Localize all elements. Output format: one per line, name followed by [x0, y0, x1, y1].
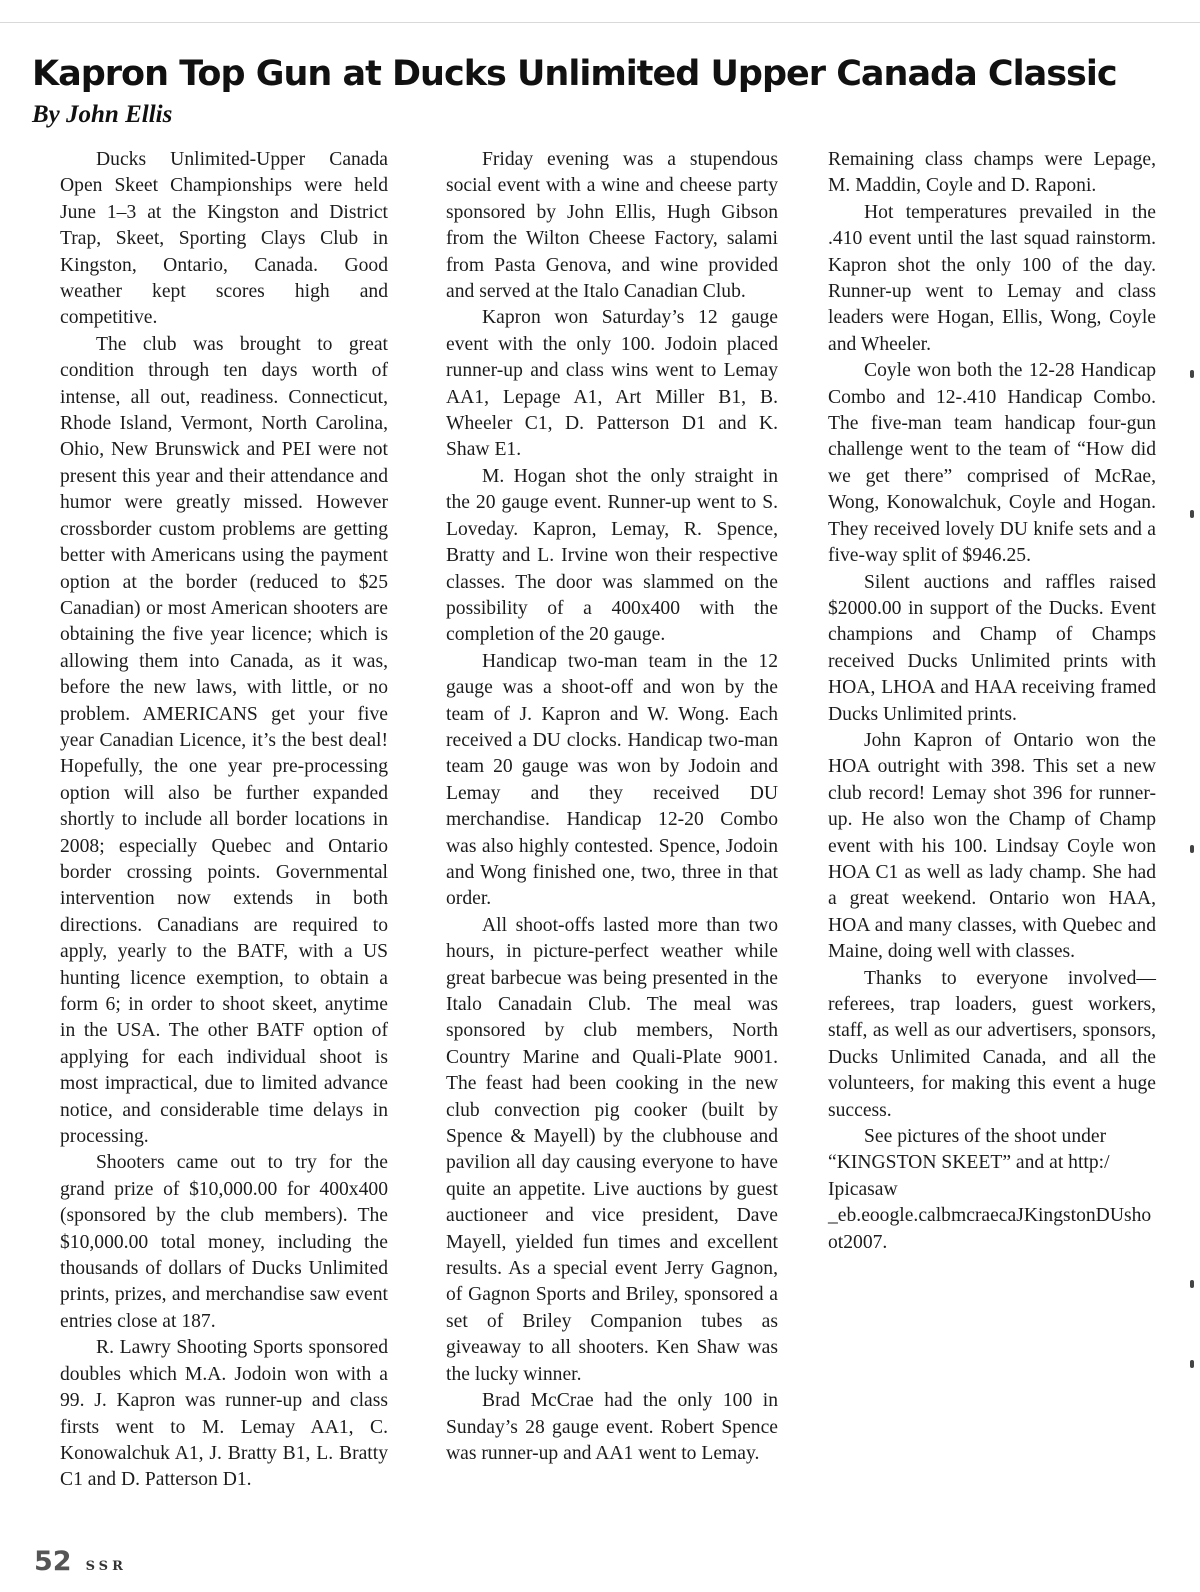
paragraph: Friday evening was a stupendous social event with a wine and cheese party sponsored by John Ellis, Hugh Gibson from the Wilton Cheese Factory, salami from Pasta Genova, and wine provided and served at the Italo Canadian Club. [446, 149, 778, 303]
paragraph: Silent auctions and raffles raised $2000.00 in support of the Ducks. Event champions and Champ of Champs received Ducks Unlimited prints with HOA, LHOA and HAA receiving framed Ducks Unlimited prints. [828, 571, 1156, 725]
paragraph: Handicap two-man team in the 12 gauge was a shoot-off and won by the team of J. Kapron and W. Wong. Each received a DU clocks. Handicap two-man team 20 gauge was won by Jodoin and Lemay and they received DU merchandise. Handicap 12-20 Combo was also highly contested. Spence, Jodoin and Wong finished one, two, three in that order. [446, 650, 778, 910]
article-byline: By John Ellis [32, 101, 173, 128]
paragraph: The club was brought to great condition through ten days worth of intense, all out, readiness. Connecticut, Rhode Island, Vermont, North Carolina, Ohio, New Brunswick and PEI were not present this year and their attendance and humor were greatly missed. However crossborder custom problems are getting better with Americans using the payment option at the border (reduced to $25 Canadian) or most American shooters are obtaining the five year licence; which is allowing them into Canada, as it was, before the new laws, with little, or no problem. AMERICANS get your five year Canadian Licence, it’s the best deal! Hopefully, the one year pre-processing option will also be further expanded shortly to include all border locations in 2008; especially Quebec and Ontario border crossing points. Governmental intervention now extends in both directions. Canadians are required to apply, yearly to the BATF, with a US hunting licence exemption, to obtain a form 6; in order to shoot skeet, anytime in the USA. The other BATF option of applying for each individual shoot is most impractical, due to limited advance notice, and considerable time delays in processing. [60, 333, 388, 1148]
paragraph-photo-link: See pictures of the shoot under “KINGSTON SKEET” and at http:/ Ipicasaw _eb.eoogle.calbmcraecaJKingstonDUshoot2007. [828, 1126, 1152, 1253]
paragraph: M. Hogan shot the only straight in the 20 gauge event. Runner-up went to S. Loveday. Kapron, Lemay, R. Spence, Bratty and L. Irvine won their respective classes. The door was slammed on the possibility of a 400x400 with the completion of the 20 gauge. [446, 465, 778, 646]
paragraph: Ducks Unlimited-Upper Canada Open Skeet Championships were held June 1–3 at the Kingston and District Trap, Skeet, Sporting Clays Club in Kingston, Ontario, Canada. Good weather kept scores high and competitive. [60, 149, 388, 329]
paragraph: Thanks to everyone involved—referees, trap loaders, guest workers, staff, as well as our advertisers, sponsors, Ducks Unlimited Canada, and all the volunteers, for making this event a huge success. [828, 967, 1156, 1121]
paragraph: John Kapron of Ontario won the HOA outright with 398. This set a new club record! Lemay shot 396 for runner-up. He also won the Champ of Champ event with his 100. Lindsay Coyle won HOA C1 as well as lady champ. She had a great weekend. Ontario won HAA, HOA and many classes, with Quebec and Maine, doing well with classes. [828, 729, 1156, 963]
scan-edge-mark [1190, 510, 1194, 518]
scan-edge-mark [1190, 845, 1194, 853]
magazine-name: SSR [85, 1559, 127, 1574]
article-column-1 [60, 147, 388, 1494]
paragraph: All shoot-offs lasted more than two hours, in picture-perfect weather while great barbecue was being presented in the Italo Canadain Club. The meal was sponsored by club members, North Country Marine and Quali-Plate 9001. The feast had been cooking in the new club convection pig cooker (built by Spence & Mayell) by the clubhouse and pavilion all day causing everyone to have quite an appetite. Live auctions by guest auctioneer and vice president, Dave Mayell, yielded fun times and excellent results. As a special event Jerry Gagnon, of Gagnon Sports and Briley, sponsored a set of Briley Companion tubes as giveaway to all shooters. Ken Shaw was the lucky winner. [446, 914, 778, 1385]
scan-edge-mark [1190, 1280, 1194, 1288]
page-number: 52 [34, 1546, 72, 1577]
scan-edge-mark [1190, 1360, 1194, 1368]
paragraph: Brad McCrae had the only 100 in Sunday’s 28 gauge event. Robert Spence was runner-up and AA1 went to Lemay. [446, 1390, 778, 1464]
paragraph: Shooters came out to try for the grand prize of $10,000.00 for 400x400 (sponsored by the club members). The $10,000.00 total money, including the thousands of dollars of Ducks Unlimited prints, prizes, and merchandise saw event entries close at 187. [60, 1152, 388, 1332]
scan-edge-mark [1190, 370, 1194, 378]
paragraph: Coyle won both the 12-28 Handicap Combo and 12-.410 Handicap Combo. The five-man team handicap four-gun challenge went to the team of “How did we get there” comprised of McRae, Wong, Konowalchuk, Coyle and Hogan. They received lovely DU knife sets and a five-way split of $946.25. [828, 360, 1156, 567]
article-column-3 [828, 147, 1156, 1256]
top-rule [0, 22, 1200, 23]
paragraph: Hot temperatures prevailed in the .410 event until the last squad rainstorm. Kapron shot the only 100 of the day. Runner-up went to Lemay and class leaders were Hogan, Ellis, Wong, Coyle and Wheeler. [828, 201, 1156, 355]
article-title: Kapron Top Gun at Ducks Unlimited Upper Canada Classic [32, 54, 1117, 94]
paragraph: R. Lawry Shooting Sports sponsored doubles which M.A. Jodoin won with a 99. J. Kapron was runner-up and class firsts went to M. Lemay AA1, C. Konowalchuk A1, J. Bratty B1, L. Bratty C1 and D. Patterson D1. [60, 1337, 388, 1491]
page-footer [34, 1546, 127, 1577]
paragraph: Kapron won Saturday’s 12 gauge event with the only 100. Jodoin placed runner-up and class wins went to Lemay AA1, Lepage A1, Art Miller B1, B. Wheeler C1, D. Patterson D1 and K. Shaw E1. [446, 307, 778, 461]
paragraph: Remaining class champs were Lepage, M. Maddin, Coyle and D. Raponi. [828, 149, 1156, 197]
article-column-2 [446, 147, 778, 1467]
